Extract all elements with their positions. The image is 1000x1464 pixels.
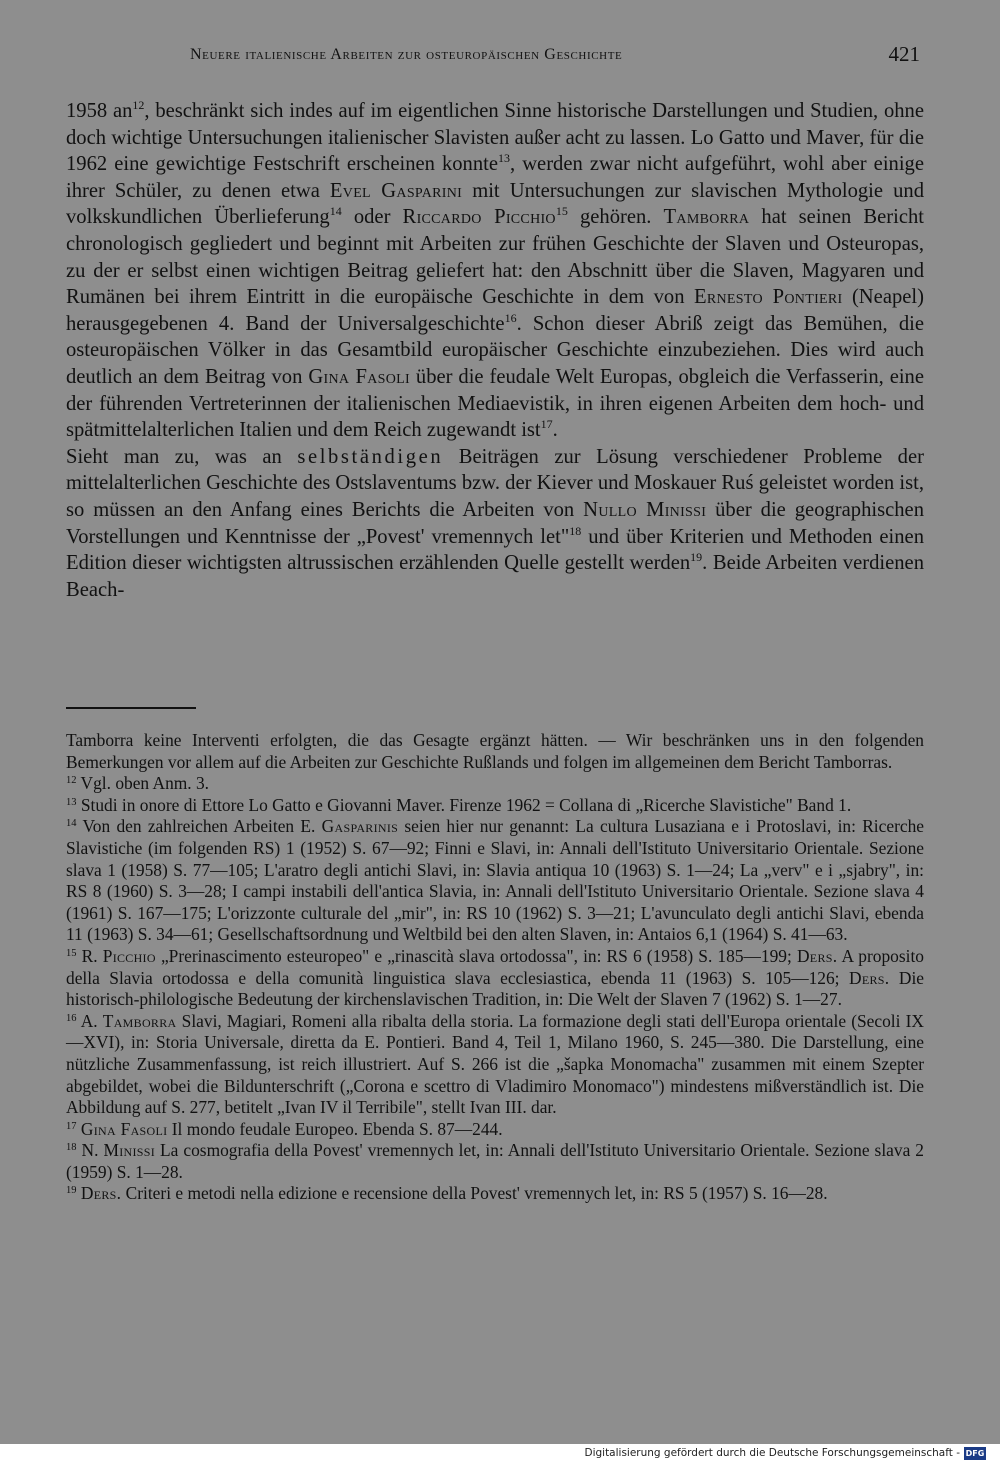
footnote-number: 16 <box>66 1012 77 1024</box>
footnote-text: La cosmografia della Povest' vremennych let, in: Annali dell'Istituto Universitario Orientale. Sezione slava 2 (1959) S. 1—28. <box>66 1140 924 1182</box>
footnote-text: R. <box>76 945 103 966</box>
text-run: hat seinen Bericht chronologisch gegliedert und beginnt mit Arbeiten zur frühen Geschichte der Slaven und Osteuropas, zu der er selbst einen wichtigen Beitrag geliefert hat: den Abschnitt über die Slaven, Magyaren und Rumänen bei ihrem Eintritt in die europäische Geschichte in dem von <box>66 206 924 309</box>
footnote-number: 12 <box>66 775 77 787</box>
text-run: (Neapel) herausgegebenen 4. Band der Universalgeschichte <box>66 286 924 335</box>
text-run: 1958 an <box>66 100 133 122</box>
author-name: Ernesto Pontieri <box>694 286 843 309</box>
footnote-ref-12: 12 <box>132 98 145 112</box>
paragraph-1 <box>66 98 924 444</box>
text-run: , beschränkt sich indes auf im eigentlichen Sinne historische Darstellungen und Studien, ohne doch wichtige Untersuchungen italienischer Slavisten außer acht zu lassen. Lo Gatto und Maver, für die 1962 eine gewichtige Festschrift erscheinen konnte <box>66 100 924 176</box>
footnote-text: Vgl. oben Anm. 3. <box>76 773 210 794</box>
footnote-text: Die historisch-philologische Bedeutung der kirchenslavischen Tradition, in: Die Welt der Slaven 7 (1962) S. 1—27. <box>66 967 924 1010</box>
page-number: 421 <box>888 42 920 66</box>
footnote-text: Criteri e metodi nella edizione e recensione della Povest' vremennych let, in: RS 5 (1957) S. 16—28. <box>121 1183 828 1204</box>
footnote-text: N. <box>76 1140 104 1161</box>
footnote-text: Von den zahlreichen Arbeiten E. <box>76 816 322 837</box>
author-name: Ders. <box>796 945 838 966</box>
page-header <box>66 42 926 72</box>
dfg-credit: Digitalisierung gefördert durch die Deutsche Forschungsgemeinschaft - <box>584 1447 960 1459</box>
text-run: und über Kriterien und Methoden einen Edition dieser wichtigsten altrussischen erzählenden Quelle gestellt werden <box>66 525 924 575</box>
footnote-text: seien hier nur genannt: La cultura Lusaziana e i Protoslavi, in: Ricerche Slavistiche (im folgenden RS) 1 (1952) S. 67—92; Finni e Slavi, in: Annali dell'Istituto Universitario Orientale. Sezione slava 1 (1958) S. 77—105; L'aratro degli antichi Slavi, in: Slavia antiqua 10 (1963) S. 1—24; La „verv" e i „sjabry", in: RS 8 (1960) S. 3—28; I campi instabili dell'antica Slavia, in: Annali dell'Istituto Universitario Orientale. Sezione slava 4 (1961) S. 167—175; L'orizzonte culturale del „mir", in: RS 10 (1962) S. 3—21; L'avunculato degli antichi Slavi, ebenda 11 (1963) S. 34—61; Gesellschaftsordnung und Weltbild bei den alten Slaven, in: Antaios 6,1 (1964) S. 41—63. <box>66 816 924 945</box>
main-text <box>66 98 924 603</box>
footnote-18 <box>66 1140 924 1183</box>
footnote-16 <box>66 1011 924 1119</box>
footnote-text: Slavi, Magiari, Romeni alla ribalta della storia. La formazione degli stati dell'Europa orientale (Secoli IX—XVI), in: Storia Universale, diretta da E. Pontieri. Band 4, Teil 1, Milano 1960, S. 245—380. Die Darstellung, eine nützliche Zusammenfassung, ist reich illustriert. Auf S. 266 ist die „šapka Monomacha" zusammen mit einem Szepter abgebildet, wobei die Bildunterschrift („Corona e scettro di Vladimiro Monomaco") mindestens mißverständlich ist. Die Abbildung auf S. 277, betitelt „Ivan IV il Terribile", stellt Ivan III. dar. <box>66 1010 924 1118</box>
author-name: Tamborra <box>102 1010 177 1031</box>
text-run: über die geographischen Vorstellungen und Kenntnisse der „Povest' vremennych let" <box>66 498 924 548</box>
spaced-emphasis: selbständigen <box>297 445 444 468</box>
author-name: Gina Fasoli <box>308 365 410 388</box>
author-name: Gasparinis <box>321 816 399 837</box>
footnote-17 <box>66 1119 924 1141</box>
footnote-15 <box>66 946 924 1011</box>
footnote-ref-19: 19 <box>690 550 703 565</box>
footnotes <box>66 730 924 1205</box>
footnote-separator <box>66 707 196 709</box>
text-run: Sieht man zu, was an <box>66 445 298 468</box>
text-run: . <box>552 419 558 442</box>
running-title: Neuere italienische Arbeiten zur osteuropäischen Geschichte <box>190 46 623 63</box>
text-run: Beiträgen zur Lösung verschiedener Probleme der mittelalterlichen Geschichte des Ostslaventums bzw. der Kiever und Moskauer Ruś geleistet worden ist, so müssen an den Anfang eines Berichts die Arbeiten von <box>66 445 924 521</box>
text-run: . Schon dieser Abriß zeigt das Bemühen, die osteuropäischen Völker in das Gesamtbild europäischer Geschichte einzubeziehen. Dies wird auch deutlich an dem Beitrag von <box>66 312 924 388</box>
author-name: Minissi <box>103 1140 156 1161</box>
footnote-ref-14: 14 <box>329 204 342 219</box>
footnote-13 <box>66 795 924 817</box>
footnote-number: 14 <box>66 818 77 830</box>
author-name: Gina Fasoli <box>80 1118 168 1139</box>
footnote-text: A proposito della Slavia ortodossa e della comunità linguistica slava ecclesiastica, ebenda 11 (1963) S. 105—126; <box>66 945 924 988</box>
author-name: Nullo Minissi <box>583 498 707 521</box>
footnote-number: 17 <box>66 1120 77 1132</box>
author-name: Evel Gasparini <box>329 179 463 202</box>
footnote-text: „Prerinascimento esteuropeo" e „rinascità slava ortodossa", in: RS 6 (1958) S. 185—199; <box>155 945 797 966</box>
text-run: . Beide Arbeiten verdienen Beach- <box>66 552 924 601</box>
footnote-ref-15: 15 <box>555 204 568 219</box>
footnote-12 <box>66 773 924 795</box>
footnote-text: Il mondo feudale Europeo. Ebenda S. 87—244. <box>167 1118 503 1139</box>
text-run: gehören. <box>567 206 664 229</box>
author-name: Picchio <box>102 945 156 966</box>
dfg-logo[interactable]: DFG <box>965 1449 985 1458</box>
text-run: mit Untersuchungen zur slavischen Mythologie und volkskundlichen Überlieferung <box>66 179 924 229</box>
text-run: oder <box>341 206 403 229</box>
footnote-number: 18 <box>66 1142 77 1154</box>
paragraph-2 <box>66 444 924 604</box>
footnote-number: 15 <box>66 947 77 959</box>
author-name: Ders. <box>80 1183 122 1204</box>
text-run: , werden zwar nicht aufgeführt, wohl aber einige ihrer Schüler, zu denen etwa <box>66 153 924 202</box>
footnote-ref-13: 13 <box>498 151 511 166</box>
author-name: Riccardo Picchio <box>402 206 556 229</box>
footnote-text: Studi in onore di Ettore Lo Gatto e Giovanni Maver. Firenze 1962 = Collana di „Ricerche Slavistiche" Band 1. <box>76 794 852 815</box>
footnote-number: 13 <box>66 796 77 808</box>
footnote-text: A. <box>76 1010 103 1031</box>
text-run: über die feudale Welt Europas, obgleich die Verfasserin, eine der führenden Vertreterinnen der italienischen Mediaevistik, in ihren eigenen Arbeiten dem hoch- und spätmittelalterlichen Italien und dem Reich zugewandt ist <box>66 365 924 442</box>
footnote-ref-16: 16 <box>504 310 517 325</box>
footer-bar <box>0 1444 1000 1464</box>
footnote-number: 19 <box>66 1185 77 1197</box>
footnote-19 <box>66 1183 924 1205</box>
footnote-ref-17: 17 <box>540 417 553 432</box>
footnote-14 <box>66 816 924 946</box>
footnote-continuation: Tamborra keine Interventi erfolgten, die das Gesagte ergänzt hätten. — Wir beschränken uns in den folgenden Bemerkungen vor allem auf die Arbeiten zur Geschichte Rußlands und folgen im allgemeinen dem Bericht Tamborras. <box>66 730 924 772</box>
footnote-ref-18: 18 <box>569 523 582 538</box>
author-name: Tamborra <box>663 206 750 229</box>
author-name: Ders. <box>848 967 890 988</box>
